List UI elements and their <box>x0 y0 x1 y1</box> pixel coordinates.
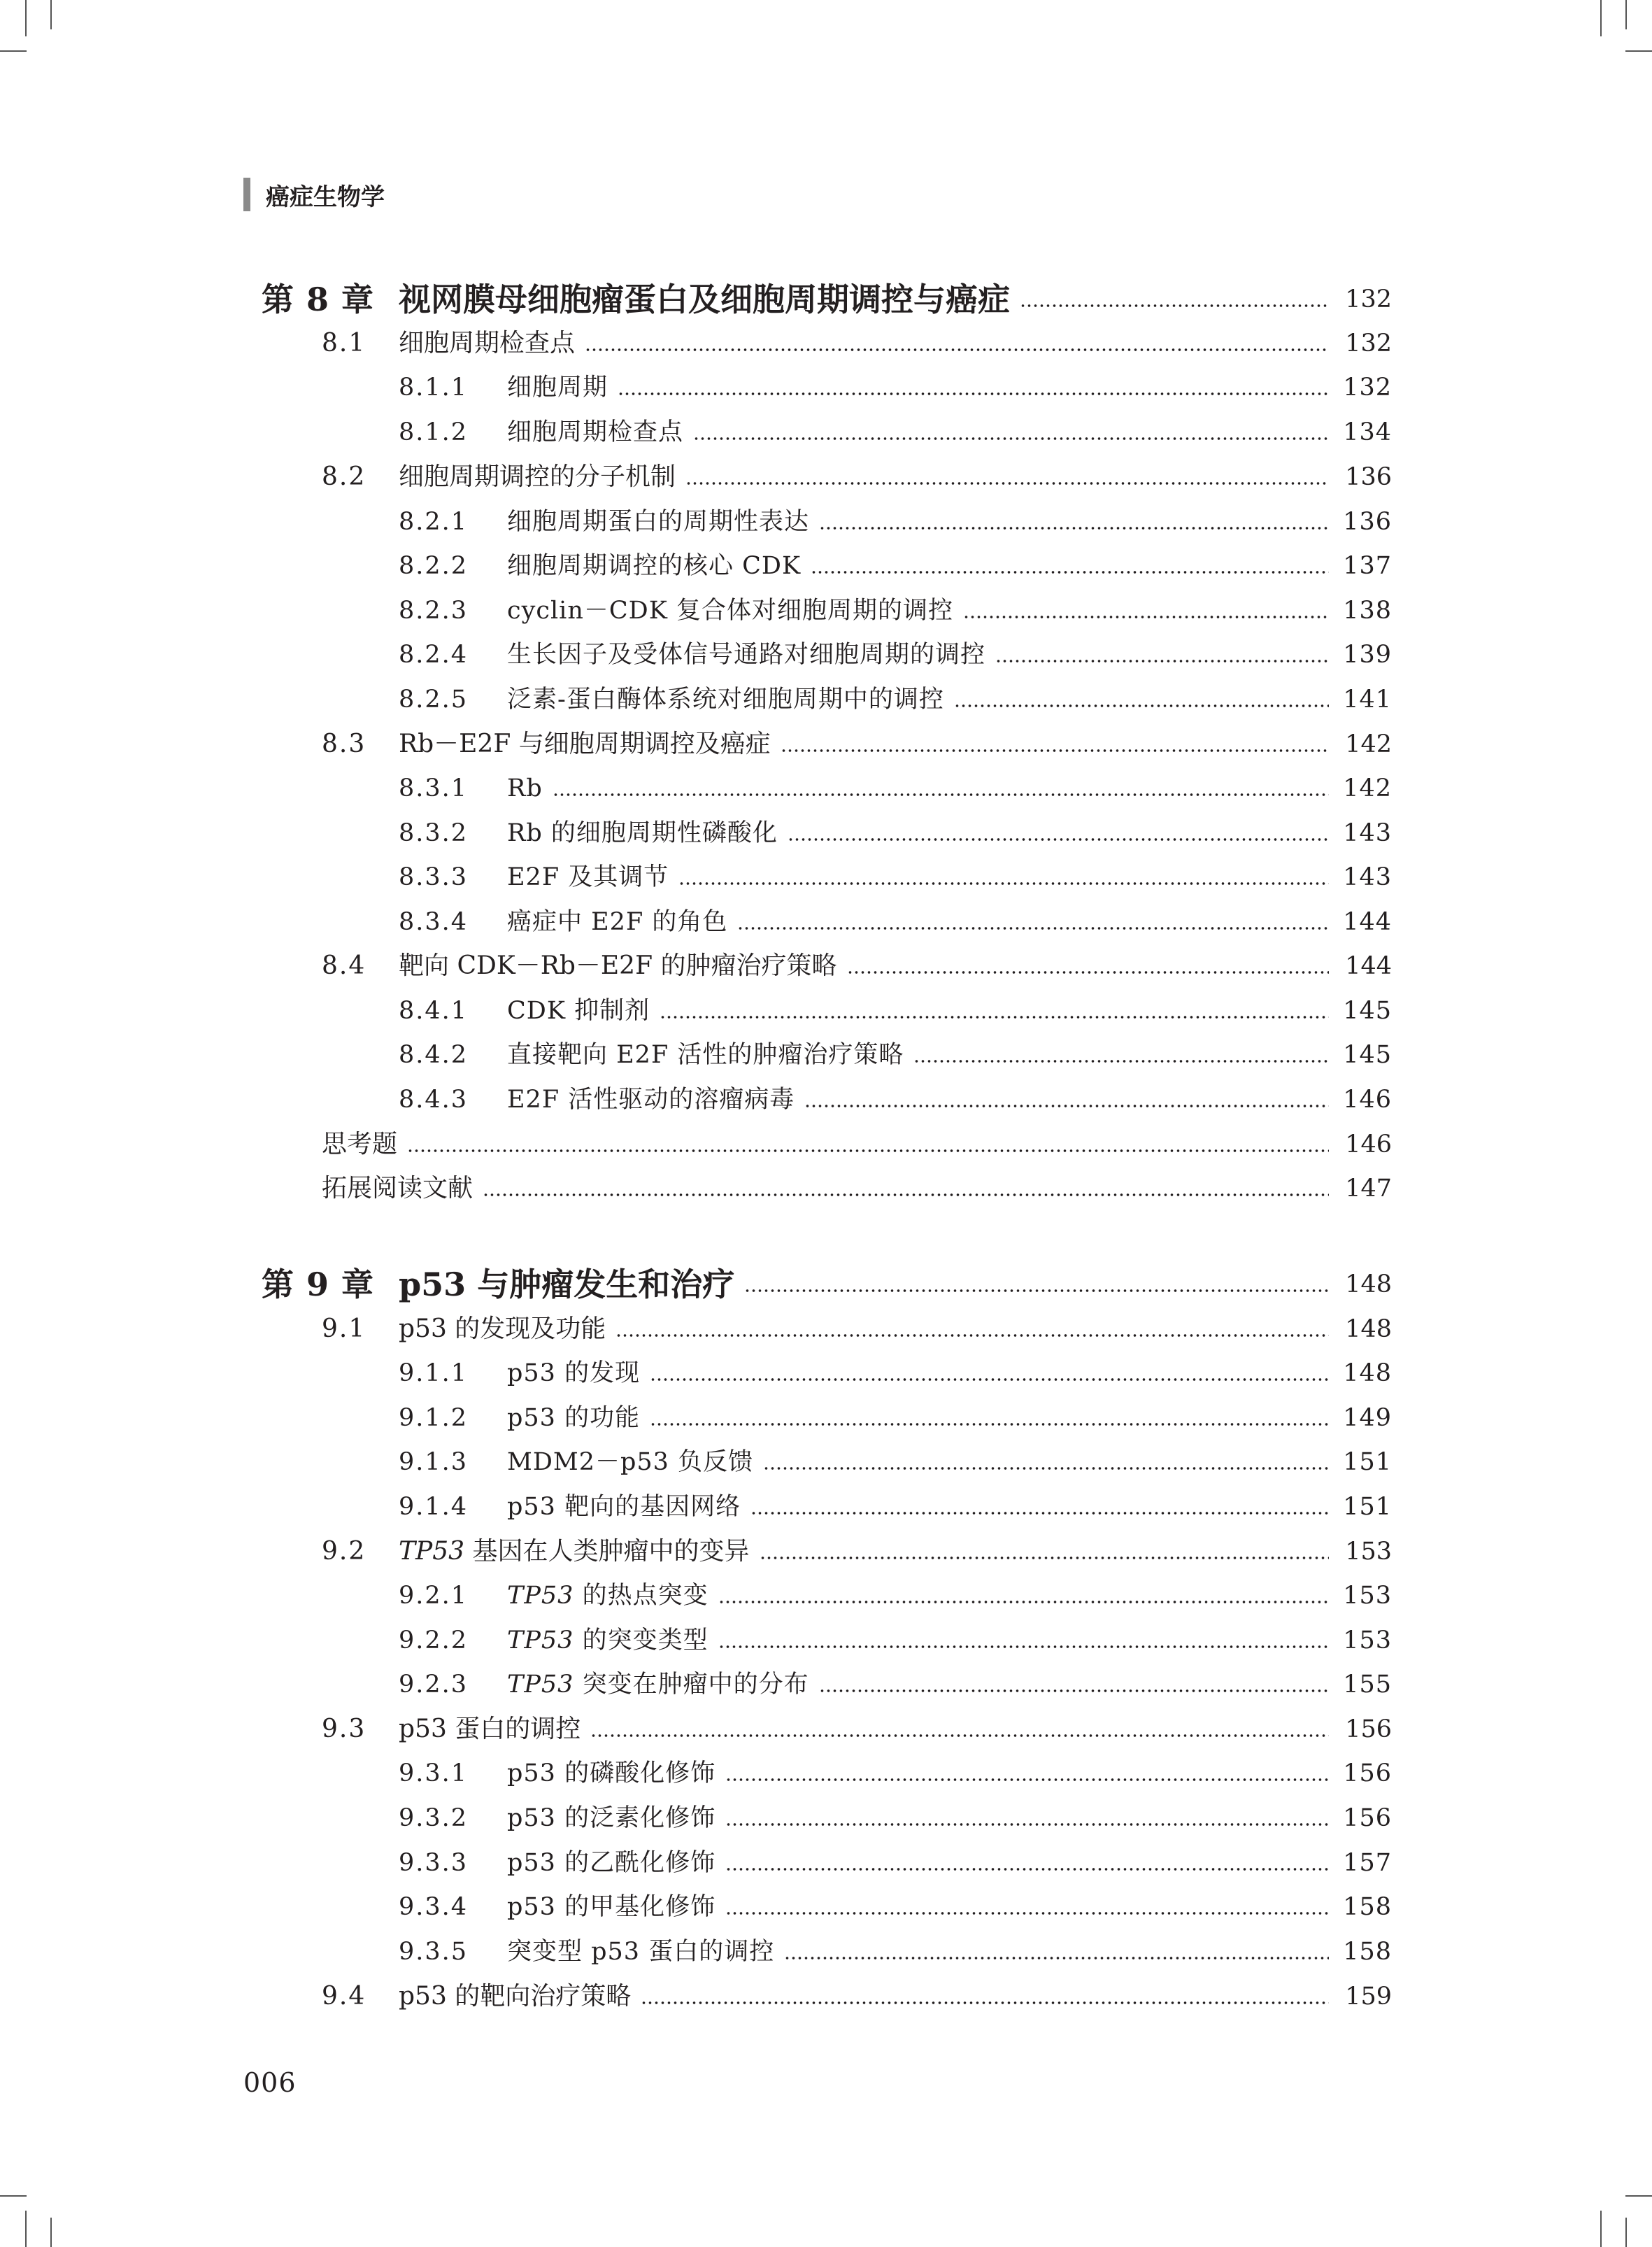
toc-page-number: 148 <box>1345 1270 1392 1298</box>
toc-entry-title <box>399 1535 750 1568</box>
toc-page-number: 156 <box>1345 1715 1392 1743</box>
toc-subsection-entry[interactable] <box>399 986 1392 1028</box>
toc-page-number: 145 <box>1343 1041 1392 1069</box>
toc-entry-title: 直接靶向 E2F 活性的肿瘤治疗策略 <box>507 1041 904 1069</box>
toc-leader-dots <box>819 526 1329 530</box>
toc-entry-number: 9.4 <box>322 1982 366 2011</box>
toc-entry-title: p53 的甲基化修饰 <box>507 1893 716 1921</box>
toc-subsection-entry[interactable] <box>399 1075 1392 1117</box>
toc-section-entry[interactable] <box>322 719 1392 761</box>
toc-entry-title <box>507 1579 708 1612</box>
toc-entry-number: 8.2.1 <box>399 508 469 536</box>
toc-entry-number: 9.1.2 <box>399 1404 469 1432</box>
toc-entry-title: p53 的发现 <box>507 1359 641 1387</box>
toc-page-number: 156 <box>1343 1804 1392 1832</box>
toc-entry-title: 细胞周期调控的分子机制 <box>399 462 676 491</box>
toc-subsection-entry[interactable] <box>399 1838 1392 1880</box>
toc-chapter-entry[interactable] <box>262 274 1392 316</box>
toc-leader-dots <box>744 1289 1329 1293</box>
toc-page-number: 132 <box>1345 285 1392 313</box>
toc-leader-dots <box>995 659 1329 663</box>
toc-entry-title: MDM2－p53 负反馈 <box>507 1448 754 1476</box>
crop-mark <box>1625 0 1627 29</box>
toc-entry-title <box>507 1668 809 1701</box>
toc-entry-title: 泛素-蛋白酶体系统对细胞周期中的调控 <box>507 686 944 714</box>
toc-entry-number: 8.3.1 <box>399 774 469 802</box>
toc-page-number: 138 <box>1343 597 1392 625</box>
toc-leader-dots <box>650 1422 1329 1426</box>
toc-page-number: 146 <box>1345 1130 1392 1158</box>
toc-subsection-entry[interactable] <box>399 1882 1392 1924</box>
book-title: 癌症生物学 <box>266 183 385 211</box>
toc-page-number: 151 <box>1343 1493 1392 1521</box>
toc-leader-dots <box>483 1193 1329 1197</box>
toc-entry-title-italic: TP53 <box>507 1582 574 1610</box>
toc-entry-number: 9.1.3 <box>399 1448 469 1476</box>
crop-mark <box>1600 0 1602 36</box>
toc-page-number: 158 <box>1343 1893 1392 1921</box>
toc-entry-title-rest: 基因在人类肿瘤中的变异 <box>464 1537 750 1566</box>
crop-mark <box>1600 2211 1602 2247</box>
toc-entry-number: 9.1 <box>322 1314 366 1343</box>
toc-leader-dots <box>725 1867 1329 1871</box>
toc-leader-dots <box>1020 304 1329 308</box>
toc-leader-dots <box>788 837 1329 842</box>
toc-entry-number: 8.2.3 <box>399 597 469 625</box>
toc-entry-title: 视网膜母细胞瘤蛋白及细胞周期调控与癌症 <box>399 281 1010 318</box>
toc-entry-number: 8.3.3 <box>399 863 469 891</box>
toc-entry-number: 8.3.2 <box>399 819 469 847</box>
toc-page-number: 151 <box>1343 1448 1392 1476</box>
toc-page-number: 141 <box>1343 686 1392 714</box>
toc-subsection-entry[interactable] <box>399 1615 1392 1657</box>
toc-leader-dots <box>650 1377 1329 1382</box>
toc-leader-dots <box>725 1778 1329 1782</box>
toc-leader-dots <box>618 392 1329 396</box>
toc-entry-number: 9.2 <box>322 1537 366 1566</box>
toc-subsection-entry[interactable] <box>399 586 1392 628</box>
toc-entry-number: 8.1 <box>322 329 366 357</box>
toc-leader-dots <box>685 481 1329 485</box>
toc-page-number: 132 <box>1343 374 1392 402</box>
toc-subsection-entry[interactable] <box>399 541 1392 583</box>
toc-leader-dots <box>718 1645 1329 1649</box>
toc-subsection-entry[interactable] <box>399 1659 1392 1701</box>
toc-entry-title: E2F 及其调节 <box>507 863 669 891</box>
toc-page-number: 142 <box>1345 730 1392 758</box>
toc-page-number: 158 <box>1343 1938 1392 1966</box>
toc-page-number: 144 <box>1343 908 1392 936</box>
toc-page-number: 149 <box>1343 1404 1392 1432</box>
toc-entry-number: 8.2.4 <box>399 641 469 669</box>
toc-page-number: 156 <box>1343 1759 1392 1787</box>
toc-entry-title: 思考题 <box>322 1130 398 1158</box>
toc-subsection-entry[interactable] <box>399 1437 1392 1479</box>
toc-subsection-entry[interactable] <box>399 1748 1392 1790</box>
toc-page-number: 155 <box>1343 1671 1392 1699</box>
toc-subsection-entry[interactable] <box>399 630 1392 672</box>
toc-entry-title: 细胞周期调控的核心 CDK <box>507 552 802 580</box>
toc-page-number: 153 <box>1343 1582 1392 1610</box>
toc-subsection-entry[interactable] <box>399 897 1392 939</box>
toc-entry-title-italic: TP53 <box>507 1671 574 1699</box>
toc-entry-title-rest: 的热点突变 <box>574 1582 708 1610</box>
toc-leader-dots <box>660 1015 1329 1019</box>
toc-entry-number: 9.3.3 <box>399 1849 469 1877</box>
toc-leader-dots <box>781 749 1329 753</box>
toc-entry-title: Rb <box>507 774 543 802</box>
toc-page-number: 148 <box>1343 1359 1392 1387</box>
toc-entry-number: 8.4.3 <box>399 1086 469 1114</box>
toc-entry-number: 8.2.2 <box>399 552 469 580</box>
toc-entry-title: Rb 的细胞周期性磷酸化 <box>507 819 778 847</box>
toc-section-entry[interactable] <box>322 941 1392 983</box>
toc-page-number: 143 <box>1343 819 1392 847</box>
toc-leader-dots <box>737 926 1329 930</box>
toc-leader-dots <box>725 1911 1329 1915</box>
toc-subsection-entry[interactable] <box>399 1571 1392 1612</box>
toc-entry-title: p53 的泛素化修饰 <box>507 1804 716 1832</box>
toc-entry-title: 细胞周期检查点 <box>507 418 684 446</box>
toc-entry-number: 9.3 <box>322 1715 366 1743</box>
crop-mark <box>0 2195 27 2197</box>
toc-page-number: 142 <box>1343 774 1392 802</box>
toc-entry-title-italic: TP53 <box>399 1537 465 1566</box>
toc-entry-number: 8.2.5 <box>399 686 469 714</box>
toc-page-number: 132 <box>1345 329 1392 357</box>
toc-entry-title-italic: TP53 <box>507 1626 574 1654</box>
toc-page-number: 146 <box>1343 1086 1392 1114</box>
toc-entry-title: 癌症中 E2F 的角色 <box>507 908 728 936</box>
toc-leader-dots <box>585 348 1329 352</box>
toc-subsection-entry[interactable] <box>399 1793 1392 1835</box>
crop-mark <box>1625 2218 1627 2247</box>
toc-entry-title: 靶向 CDK－Rb－E2F 的肿瘤治疗策略 <box>399 951 837 980</box>
toc-leader-dots <box>760 1556 1330 1560</box>
toc-page-number: 143 <box>1343 863 1392 891</box>
toc-subsection-entry[interactable] <box>399 407 1392 449</box>
toc-leader-dots <box>954 704 1329 708</box>
toc-entry-title: p53 的功能 <box>507 1404 641 1432</box>
toc-entry-title: p53 的乙酰化修饰 <box>507 1849 716 1877</box>
crop-mark <box>0 50 27 52</box>
toc-entry-number: 8.4.1 <box>399 997 469 1025</box>
toc-entry-number: 9.3.1 <box>399 1759 469 1787</box>
toc-subsection-entry[interactable] <box>399 808 1392 850</box>
toc-entry-title-rest: 的突变类型 <box>574 1626 708 1654</box>
crop-mark <box>50 2218 52 2247</box>
toc-page-number: 157 <box>1343 1849 1392 1877</box>
toc-page-number: 137 <box>1343 552 1392 580</box>
crop-mark <box>1625 50 1652 52</box>
toc-leader-dots <box>641 2001 1329 2005</box>
toc-page-number: 139 <box>1343 641 1392 669</box>
toc-section-entry[interactable] <box>322 1304 1392 1346</box>
toc-entry-number: 第 9 章 <box>262 1266 375 1303</box>
toc-entry-title: E2F 活性驱动的溶瘤病毒 <box>507 1086 795 1114</box>
toc-section-entry[interactable] <box>322 318 1392 360</box>
toc-entry-number: 8.4 <box>322 951 366 980</box>
toc-entry-title: p53 的发现及功能 <box>399 1314 606 1343</box>
toc-leader-dots <box>693 437 1329 441</box>
toc-entry-number: 9.3.5 <box>399 1938 469 1966</box>
crop-mark <box>1625 2195 1652 2197</box>
toc-leader-dots <box>913 1059 1329 1063</box>
toc-leader-dots <box>847 970 1329 974</box>
toc-entry-number: 9.2.1 <box>399 1582 469 1610</box>
toc-leader-dots <box>718 1600 1329 1604</box>
toc-entry-title: 细胞周期 <box>507 374 608 402</box>
toc-entry-title <box>507 1624 708 1657</box>
toc-page-number: 136 <box>1343 508 1392 536</box>
toc-entry-title: cyclin－CDK 复合体对细胞周期的调控 <box>507 597 954 625</box>
toc-entry-number: 8.3.4 <box>399 908 469 936</box>
toc-entry-number: 9.1.4 <box>399 1493 469 1521</box>
toc-leader-dots <box>763 1466 1329 1470</box>
toc-entry-title: p53 蛋白的调控 <box>399 1715 581 1743</box>
toc-page-number: 153 <box>1343 1626 1392 1654</box>
crop-mark <box>25 0 27 36</box>
crop-mark <box>25 2211 27 2247</box>
toc-leader-dots <box>804 1104 1329 1108</box>
toc-entry-title: 细胞周期检查点 <box>399 329 576 357</box>
toc-entry-number: 9.2.2 <box>399 1626 469 1654</box>
toc-subsection-entry[interactable] <box>399 362 1392 404</box>
toc-subsection-entry[interactable] <box>399 1927 1392 1969</box>
toc-leader-dots <box>750 1511 1329 1515</box>
toc-page-number: 148 <box>1345 1315 1392 1343</box>
toc-entry-title: p53 靶向的基因网络 <box>507 1493 741 1521</box>
toc-entry-number: 8.1.1 <box>399 374 469 402</box>
toc-leader-dots <box>811 570 1329 574</box>
toc-entry-number: 9.3.2 <box>399 1804 469 1832</box>
toc-entry-number: 8.4.2 <box>399 1041 469 1069</box>
toc-entry-title: CDK 抑制剂 <box>507 997 650 1025</box>
toc-entry-number: 9.1.1 <box>399 1359 469 1387</box>
toc-entry-number: 9.2.3 <box>399 1671 469 1699</box>
toc-entry-number: 9.3.4 <box>399 1893 469 1921</box>
toc-subsection-entry[interactable] <box>399 1348 1392 1390</box>
crop-mark <box>50 0 52 29</box>
header-bar <box>243 178 250 211</box>
toc-page-number: 145 <box>1343 997 1392 1025</box>
toc-entry-title: p53 的靶向治疗策略 <box>399 1982 632 2011</box>
toc-subsection-entry[interactable] <box>399 674 1392 716</box>
toc-entry-number: 8.1.2 <box>399 418 469 446</box>
toc-section-entry[interactable] <box>322 452 1392 494</box>
toc-subsection-entry[interactable] <box>399 1482 1392 1524</box>
toc-entry-title: 突变型 p53 蛋白的调控 <box>507 1938 775 1966</box>
toc-entry-title: 拓展阅读文献 <box>322 1174 473 1203</box>
toc-entry-title-rest: 突变在肿瘤中的分布 <box>574 1671 809 1699</box>
toc-page-number: 136 <box>1345 463 1392 491</box>
running-header <box>243 178 385 211</box>
toc-section-entry[interactable] <box>322 1119 1392 1161</box>
toc-page-number: 144 <box>1345 952 1392 980</box>
toc-leader-dots <box>784 1956 1329 1960</box>
toc-entry-title: p53 与肿瘤发生和治疗 <box>399 1266 735 1303</box>
toc-entry-number: 8.3 <box>322 730 366 758</box>
toc-leader-dots <box>553 793 1329 797</box>
toc-subsection-entry[interactable] <box>399 763 1392 805</box>
toc-entry-title: Rb－E2F 与细胞周期调控及癌症 <box>399 730 771 758</box>
toc-subsection-entry[interactable] <box>399 1393 1392 1435</box>
toc-section-entry[interactable] <box>322 1526 1392 1568</box>
toc-page-number: 159 <box>1345 1983 1392 2011</box>
toc-subsection-entry[interactable] <box>399 497 1392 539</box>
toc-entry-number: 8.2 <box>322 462 366 491</box>
toc-section-entry[interactable] <box>322 1163 1392 1205</box>
toc-leader-dots <box>407 1149 1329 1153</box>
toc-entry-number: 第 8 章 <box>262 281 375 318</box>
toc-page-number: 147 <box>1345 1175 1392 1203</box>
toc-page-number: 153 <box>1345 1538 1392 1566</box>
toc-leader-dots <box>725 1822 1329 1827</box>
toc-entry-title: 生长因子及受体信号通路对细胞周期的调控 <box>507 641 986 669</box>
toc-leader-dots <box>819 1689 1329 1693</box>
toc-leader-dots <box>590 1734 1329 1738</box>
toc-section-entry[interactable] <box>322 1704 1392 1746</box>
toc-entry-title: 细胞周期蛋白的周期性表达 <box>507 508 810 536</box>
toc-chapter-entry[interactable] <box>262 1259 1392 1301</box>
page-number: 006 <box>243 2067 297 2098</box>
toc-subsection-entry[interactable] <box>399 1030 1392 1072</box>
toc-leader-dots <box>678 881 1329 886</box>
toc-leader-dots <box>963 615 1329 619</box>
toc-leader-dots <box>615 1333 1329 1338</box>
toc-entry-title: p53 的磷酸化修饰 <box>507 1759 716 1787</box>
toc-subsection-entry[interactable] <box>399 852 1392 894</box>
toc-section-entry[interactable] <box>322 1971 1392 2013</box>
toc-page-number: 134 <box>1343 418 1392 446</box>
